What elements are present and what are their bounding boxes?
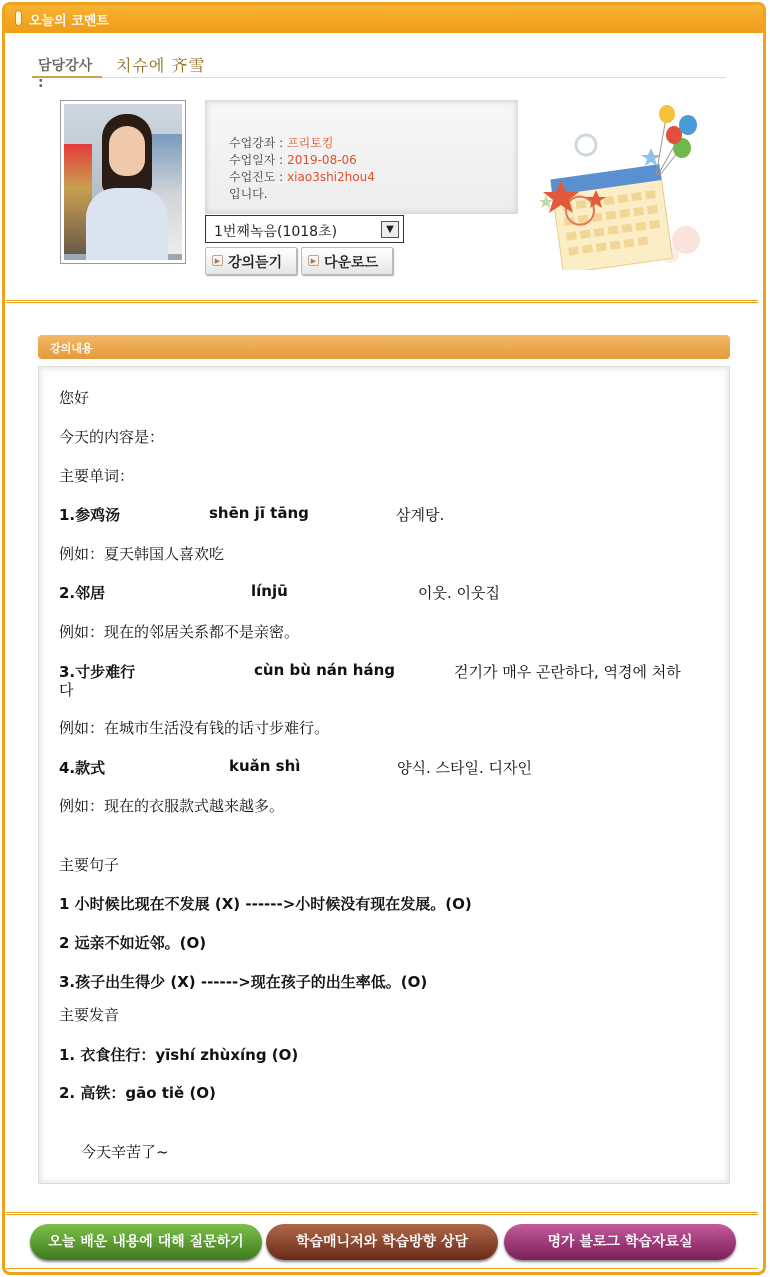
content-line: cùn bù nán háng — [254, 661, 396, 679]
content-line: 2 远亲不如近邻。(O) — [59, 934, 207, 952]
progress-label: 수업진도 : — [229, 170, 284, 184]
content-line: 2.邻居 — [59, 584, 106, 602]
course-value: 프리토킹 — [287, 136, 334, 150]
consult-manager-label: 학습매니저와 학습방향 상담 — [295, 1234, 469, 1250]
recording-select[interactable] — [205, 215, 404, 243]
content-line: 主要发音 — [59, 1006, 120, 1024]
content-line: 삼계탕. — [396, 506, 445, 524]
content-line: 例如：现在的邻居关系都不是亲密。 — [59, 623, 300, 641]
recording-select-value: 1번째녹음(1018초) — [214, 224, 338, 240]
content-line: 您好 — [59, 389, 90, 407]
chevron-down-icon[interactable]: ▼ — [381, 221, 399, 238]
instructor-label: 담당강사 : — [32, 50, 102, 78]
content-line: 다 — [59, 681, 74, 699]
instructor-photo — [60, 100, 186, 264]
listen-button-label: 강의듣기 — [228, 255, 283, 271]
date-value: 2019-08-06 — [287, 153, 357, 167]
content-line: 今天辛苦了~ — [81, 1143, 169, 1161]
content-line: 걷기가 매우 곤란하다, 역경에 처하 — [454, 663, 681, 681]
bottom-divider — [6, 1268, 758, 1270]
content-line: shēn jī tāng — [209, 504, 309, 522]
consult-manager-button[interactable] — [266, 1224, 498, 1260]
ask-question-label: 오늘 배운 내용에 대해 질문하기 — [48, 1234, 244, 1250]
titlebar-pill-icon — [15, 10, 22, 26]
instructor-name: 치슈에 齐雪 — [116, 56, 206, 75]
section-title: 강의내용 — [50, 342, 93, 355]
content-line: 1 小时候比现在不发展 (X) ------>小时候没有现在发展。(O) — [59, 895, 472, 913]
content-line: 양식. 스타일. 디자인 — [397, 759, 532, 777]
panel-title: 오늘의 코멘트 — [29, 14, 109, 29]
ask-question-button[interactable] — [30, 1224, 262, 1260]
panel-titlebar — [5, 5, 763, 33]
content-line: 例如：现在的衣服款式越来越多。 — [59, 797, 285, 815]
play-icon: ▶ — [212, 255, 223, 266]
content-line: 主要句子 — [59, 856, 120, 874]
course-label: 수업강좌 : — [229, 136, 284, 150]
blog-library-label: 명가 블로그 학습자료실 — [547, 1234, 693, 1250]
content-line: 2. 高铁：gāo tiě (O) — [59, 1084, 216, 1102]
section-divider — [6, 300, 758, 303]
listen-button[interactable] — [205, 247, 297, 275]
instructor-row — [32, 50, 726, 91]
content-line: 今天的内容是： — [59, 428, 165, 446]
footer-divider — [6, 1212, 758, 1215]
play-icon: ▶ — [308, 255, 319, 266]
info-suffix: 입니다. — [229, 187, 268, 201]
content-line: 主要单词： — [59, 467, 135, 485]
content-line: 3.寸步难行 — [59, 663, 136, 681]
content-line: 4.款式 — [59, 759, 106, 777]
content-line: 이웃. 이웃집 — [418, 584, 500, 602]
content-line: 1.参鸡汤 — [59, 506, 121, 524]
date-label: 수업일자 : — [229, 153, 284, 167]
content-line: 例如：在城市生活没有钱的话寸步难行。 — [59, 719, 330, 737]
content-line: 1. 衣食住行：yīshí zhùxíng (O) — [59, 1046, 299, 1064]
lesson-content — [38, 366, 730, 1184]
content-line: línjū — [251, 582, 288, 600]
content-line: kuǎn shì — [229, 757, 301, 775]
calendar-illustration — [536, 100, 706, 270]
lesson-info-box — [205, 100, 518, 214]
content-line: 例如：夏天韩国人喜欢吃 — [59, 545, 225, 563]
progress-value: xiao3shi2hou4 — [287, 170, 375, 184]
blog-library-button[interactable] — [504, 1224, 736, 1260]
content-line: 3.孩子出生得少 (X) ------>现在孩子的出生率低。(O) — [59, 973, 428, 991]
download-button-label: 다운로드 — [324, 255, 379, 271]
section-title-bar — [38, 335, 730, 359]
download-button[interactable] — [301, 247, 393, 275]
